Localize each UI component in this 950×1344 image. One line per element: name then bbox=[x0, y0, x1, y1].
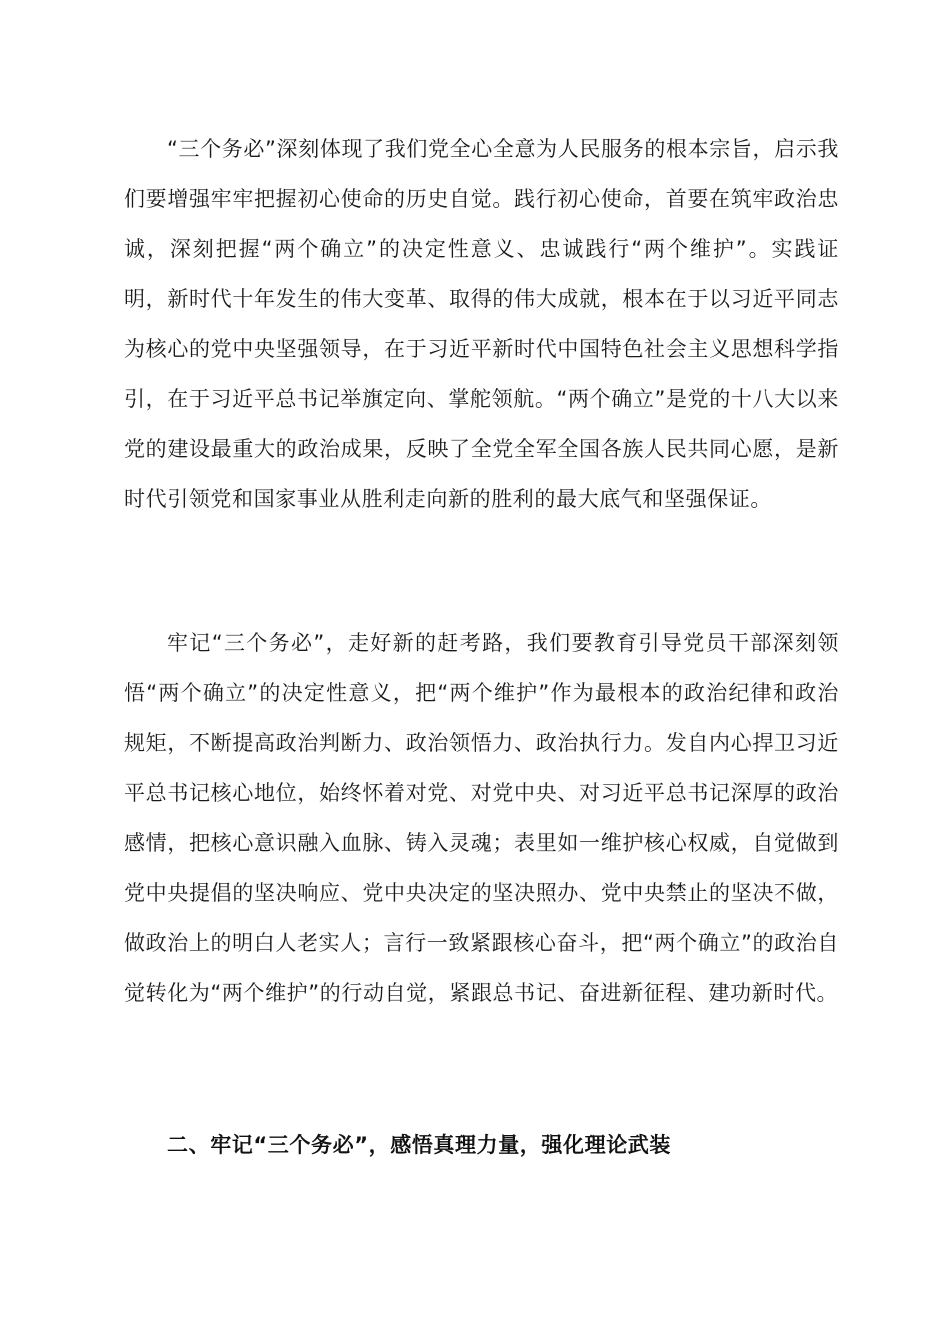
section-heading: 二、牢记“三个务必”，感悟真理力量，强化理论武装 bbox=[167, 1133, 672, 1157]
body-paragraph-1: “三个务必”深刻体现了我们党全心全意为人民服务的根本宗旨，启示我们要增强牢牢把握初心使命的历史自觉。践行初心使命，首要在筑牢政治忠诚，深刻把握“两个确立”的决定性意义、忠诚践行“两个维护”。实践证明，新时代十年发生的伟大变革、取得的伟大成就，根本在于以习近平同志为核心的党中央坚强领导，在于习近平新时代中国特色社会主义思想科学指引，在于习近平总书记举旗定向、掌舵领航。“两个确立”是党的十八大以来党的建设最重大的政治成果，反映了全党全军全国各族人民共同心愿，是新时代引领党和国家事业从胜利走向新的胜利的最大底气和坚强保证。 bbox=[124, 137, 839, 511]
body-paragraph-2: 牢记“三个务必”，走好新的赶考路，我们要教育引导党员干部深刻领悟“两个确立”的决定性意义，把“两个维护”作为最根本的政治纪律和政治规矩，不断提高政治判断力、政治领悟力、政治执行力。发自内心捍卫习近平总书记核心地位，始终怀着对党、对党中央、对习近平总书记深厚的政治感情，把核心意识融入血脉、铸入灵魂；表里如一维护核心权威，自觉做到党中央提倡的坚决响应、党中央决定的坚决照办、党中央禁止的坚决不做，做政治上的明白人老实人；言行一致紧跟核心奋斗，把“两个确立”的政治自觉转化为“两个维护”的行动自觉，紧跟总书记、奋进新征程、建功新时代。 bbox=[124, 631, 839, 1005]
